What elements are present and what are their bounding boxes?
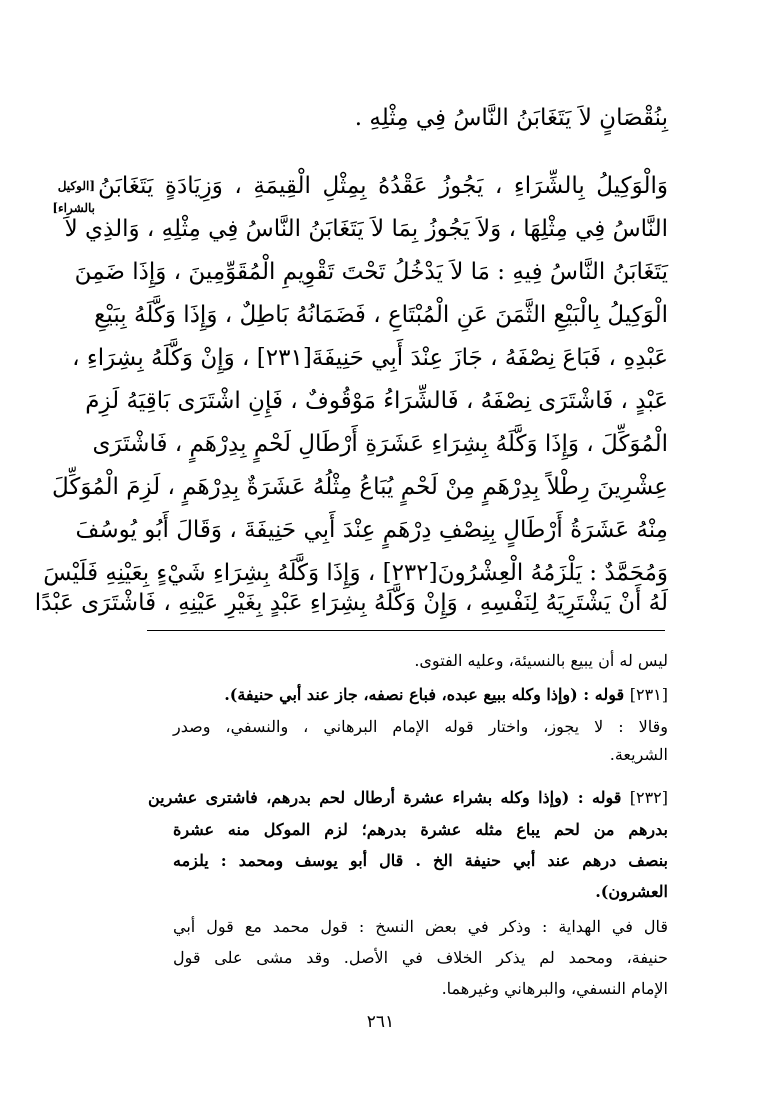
main-text-line: يَتَغَابَنُ النَّاسُ فِيهِ : مَا لاَ يَدْخُلُ تَحْتَ تَقْوِيمِ الْمُقَوِّمِينَ ، وَإِذَا ضَمِنَ <box>74 259 668 285</box>
footnote-number: [٢٣١] <box>629 685 668 704</box>
main-text-line: وَمُحَمَّدٌ : يَلْزَمُهُ الْعِشْرُونَ[٢٣٢] ، وَإِذَا وَكَّلَهُ بِشِرَاءِ شَيْءٍ بِعَيْنِهِ فَلَيْسَ <box>43 560 668 586</box>
margin-heading-line: [الوكيل <box>57 179 95 193</box>
footnote-quote-text: قوله : (وإذا وكله بشراء عشرة أرطال لحم بدرهم، فاشترى عشرين <box>148 788 622 807</box>
main-text-line: الْوَكِيلُ بِالْبَيْعِ الثَّمَنَ عَنِ الْمُبْتَاعِ ، فَضَمَانُهُ بَاطِلٌ ، وَإِذَا وَكَّلَهُ بِبَيْعِ <box>94 302 668 328</box>
footnote-quote-text: قوله : (وإذا وكله ببيع عبده، فباع نصفه، جاز عند أبي حنيفة). <box>224 685 625 704</box>
footnote-232-comment-line: حنيفة، ومحمد لم يذكر الخلاف في الأصل. وقد مشى على قول <box>173 948 668 967</box>
footnote-number: [٢٣٢] <box>629 788 668 807</box>
main-text-line: بِنُقْصَانٍ لاَ يَتَغَابَنُ النَّاسُ فِي مِثْلِهِ . <box>354 105 668 131</box>
footnote-232-quote <box>148 783 668 813</box>
main-text-line: وَالْوَكِيلُ بِالشِّرَاءِ ، يَجُوزُ عَقْدُهُ بِمِثْلِ الْقِيمَةِ ، وَزِيَادَةٍ يَتَغَابَنُ <box>98 173 668 199</box>
main-text-line: مِنْهُ عَشَرَةُ أَرْطَالٍ بِنِصْفِ دِرْهَمٍ عِنْدَ أَبِي حَنِيفَةَ ، وَقَالَ أَبُو يُوسُفَ <box>75 517 668 543</box>
footnote-232-quote-line: العشرون). <box>595 882 668 901</box>
main-text-line: عَبْدٍ ، فَاشْتَرَى نِصْفَهُ ، فَالشِّرَاءُ مَوْقُوفٌ ، فَإِنِ اشْتَرَى بَاقِيَهُ لَزِمَ <box>85 388 668 414</box>
margin-heading-line: بالشراء] <box>52 201 95 215</box>
footnote-232-quote-line: بنصف درهم عند أبي حنيفة الخ . قال أبو يوسف ومحمد : يلزمه <box>173 851 668 870</box>
footnote-intro: ليس له أن يبيع بالنسيئة، وعليه الفتوى. <box>414 651 668 670</box>
footnote-231-comment-line: الشريعة. <box>609 745 668 764</box>
page-number: ٢٦١ <box>366 1012 395 1032</box>
main-text-line: النَّاسُ فِي مِثْلِهَا ، وَلاَ يَجُوزُ بِمَا لاَ يَتَغَابَنُ النَّاسُ فِي مِثْلِهِ ، وَالذِي لاَ <box>64 216 668 242</box>
main-text-line: عَبْدِهِ ، فَبَاعَ نِصْفَهُ ، جَازَ عِنْدَ أَبِي حَنِيفَةَ[٢٣١] ، وَإِنْ وَكَّلَهُ بِشِرَاءِ ، <box>72 345 668 371</box>
footnote-232-comment-line: الإمام النسفي، والبرهاني وغيرهما. <box>441 979 668 998</box>
main-text-line: عِشْرِينَ رِطْلاً بِدِرْهَمٍ مِنْ لَحْمٍ يُبَاعُ مِثْلُهُ عَشَرَةٌ بِدِرْهَمٍ ، لَزِمَ الْمُوَكِّلَ <box>52 474 668 500</box>
footnote-231-comment-line: وقالا : لا يجوز، واختار قوله الإمام البرهاني ، والنسفي، وصدر <box>173 717 669 736</box>
footnote-232-comment-line: قال في الهداية : وذكر في بعض النسخ : قول محمد مع قول أبي <box>173 917 668 936</box>
footnote-231-quote <box>148 680 668 710</box>
footnote-232-quote-line: بدرهم من لحم يباع مثله عشرة بدرهم؛ لزم الموكل منه عشرة <box>173 820 668 839</box>
main-text-line: الْمُوَكِّلَ ، وَإِذَا وَكَّلَهُ بِشِرَاءِ عَشَرَةِ أَرْطَالِ لَحْمٍ بِدِرْهَمٍ ، فَاشْتَرَى <box>92 431 668 457</box>
margin-heading <box>7 175 95 219</box>
footnote-separator <box>147 630 665 631</box>
main-text-line: لَهُ أَنْ يَشْتَرِيَهُ لِنَفْسِهِ ، وَإِنْ وَكَّلَهُ بِشِرَاءِ عَبْدٍ بِغَيْرِ عَيْنِهِ ، فَاشْتَرَى عَبْدًا <box>34 590 668 616</box>
